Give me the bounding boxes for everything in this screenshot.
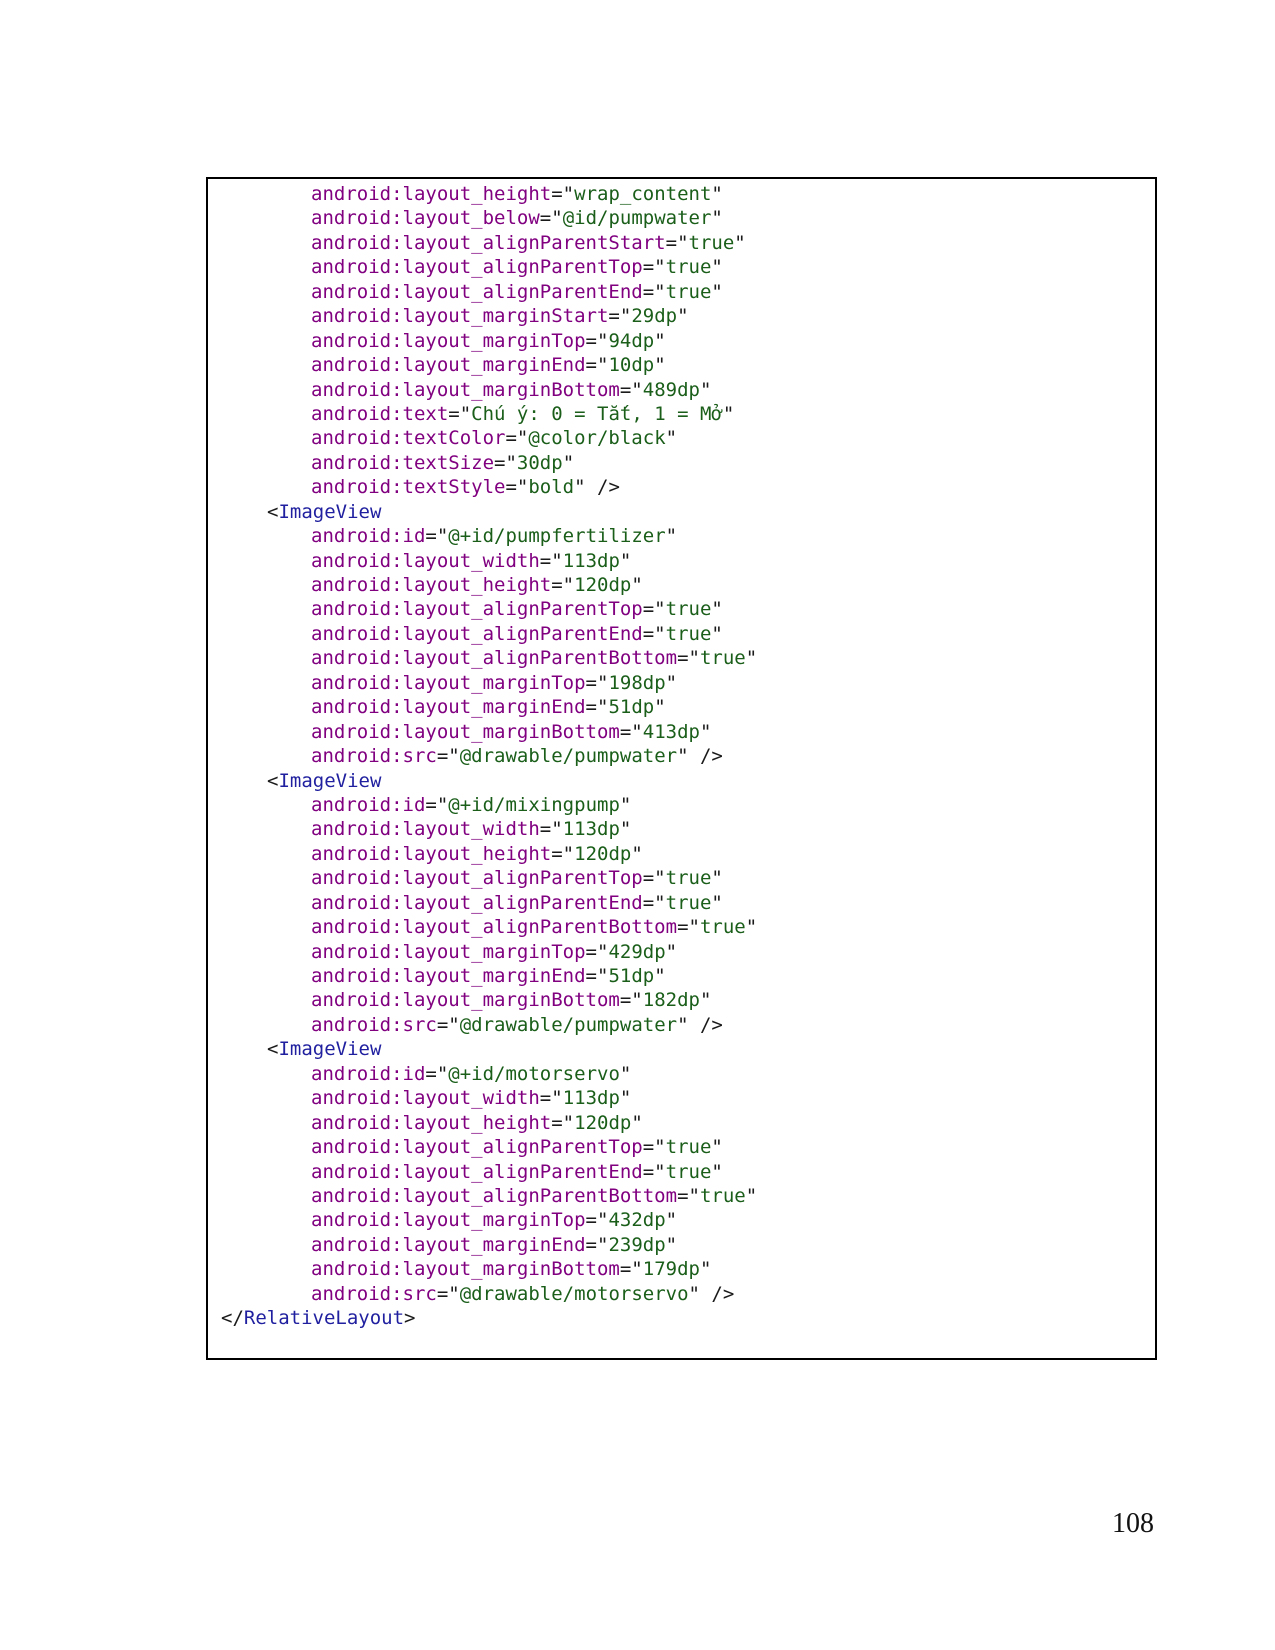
code-line [208, 1306, 1155, 1330]
code-attribute-value: 179dp [642, 1258, 700, 1281]
code-attribute-value: Chú ý: 0 = Tắt, 1 = Mở [471, 402, 723, 425]
code-attribute-name: layout_width [402, 818, 540, 841]
code-punctuation: =" [585, 965, 609, 987]
code-punctuation: " [699, 378, 712, 401]
code-attribute-value: 113dp [562, 549, 620, 572]
code-attribute-name: layout_alignParentBottom [402, 916, 678, 939]
code-line [208, 964, 1155, 988]
code-attribute-value: @+id/pumpfertilizer [448, 525, 666, 548]
code-namespace: android: [311, 622, 403, 645]
code-punctuation: =" [619, 378, 643, 401]
code-attribute-value: 30dp [516, 451, 563, 474]
code-line [208, 524, 1155, 548]
code-attribute-name: layout_marginStart [402, 305, 609, 328]
code-punctuation: < [267, 500, 279, 523]
code-punctuation: " [711, 598, 723, 621]
code-punctuation: " [699, 1258, 712, 1281]
code-namespace: android: [311, 402, 403, 425]
code-punctuation: =" [425, 793, 449, 816]
code-punctuation: =" [677, 647, 700, 670]
code-namespace: android: [311, 720, 403, 743]
code-attribute-value: true [665, 867, 712, 890]
code-punctuation: =" [436, 1282, 460, 1305]
code-punctuation: =" [619, 1258, 643, 1281]
code-attribute-value: @id/pumpwater [562, 207, 712, 230]
code-attribute-value: 10dp [608, 354, 655, 377]
code-punctuation: =" [642, 867, 666, 890]
code-punctuation: " [619, 793, 632, 816]
code-namespace: android: [311, 329, 403, 352]
code-attribute-name: layout_marginTop [402, 1209, 586, 1232]
code-namespace: android: [311, 891, 403, 914]
code-namespace: android: [311, 476, 403, 499]
code-punctuation: < [267, 1038, 279, 1061]
code-namespace: android: [311, 183, 403, 205]
code-attribute-name: layout_width [402, 549, 540, 572]
code-line [208, 1111, 1155, 1135]
code-line [208, 1282, 1155, 1306]
code-attribute-name: layout_marginBottom [402, 720, 620, 743]
code-punctuation: " [745, 1184, 758, 1207]
code-namespace: android: [311, 598, 403, 621]
code-punctuation: =" [665, 231, 689, 254]
code-line [208, 817, 1155, 841]
code-attribute-name: textStyle [402, 476, 506, 499]
code-punctuation: =" [619, 720, 643, 743]
code-attribute-value: true [688, 231, 735, 254]
code-punctuation: =" [425, 525, 449, 548]
code-punctuation: =" [677, 916, 700, 939]
code-attribute-value: 120dp [574, 842, 632, 865]
code-punctuation: =" [551, 574, 575, 596]
code-punctuation: " [619, 1087, 632, 1110]
code-punctuation: " [711, 1136, 723, 1159]
code-attribute-name: layout_alignParentBottom [402, 647, 678, 670]
code-namespace: android: [311, 671, 403, 694]
code-line [208, 353, 1155, 377]
code-attribute-value: true [699, 916, 746, 939]
code-attribute-name: layout_alignParentTop [402, 598, 643, 621]
code-line [208, 915, 1155, 939]
code-line [208, 573, 1155, 597]
code-punctuation: =" [494, 451, 517, 474]
code-punctuation: =" [642, 622, 666, 645]
code-punctuation: =" [642, 598, 666, 621]
code-attribute-name: src [402, 745, 437, 768]
code-punctuation: =" [436, 1013, 460, 1036]
code-punctuation: " [711, 1160, 723, 1183]
code-attribute-value: 120dp [574, 1111, 632, 1134]
code-punctuation: " [711, 622, 723, 645]
code-attribute-name: layout_marginEnd [402, 696, 586, 719]
code-namespace: android: [311, 231, 403, 254]
code-namespace: android: [311, 1013, 403, 1036]
code-namespace: android: [311, 647, 403, 670]
code-namespace: android: [311, 696, 403, 719]
code-attribute-value: true [665, 1136, 712, 1159]
code-namespace: android: [311, 574, 403, 596]
code-punctuation: " /> [574, 476, 620, 499]
code-punctuation: " /> [677, 745, 723, 768]
code-punctuation: " [654, 965, 666, 987]
code-namespace: android: [311, 1087, 403, 1110]
code-punctuation: " [711, 207, 723, 230]
code-attribute-name: layout_marginEnd [402, 965, 586, 987]
code-namespace: android: [311, 305, 403, 328]
code-punctuation: " [562, 451, 575, 474]
code-namespace: android: [311, 1282, 403, 1305]
code-namespace: android: [311, 280, 403, 303]
code-attribute-value: true [699, 647, 746, 670]
code-punctuation: " [665, 1209, 678, 1232]
code-line [208, 402, 1155, 426]
code-punctuation: " [722, 402, 735, 425]
code-attribute-name: layout_alignParentTop [402, 256, 643, 279]
code-punctuation: =" [642, 1160, 666, 1183]
code-punctuation: =" [642, 256, 666, 279]
code-punctuation: =" [585, 940, 609, 963]
code-attribute-value: @+id/motorservo [448, 1062, 620, 1085]
code-namespace: android: [311, 940, 403, 963]
code-attribute-value: 113dp [562, 1087, 620, 1110]
code-punctuation: " [619, 1062, 632, 1085]
code-punctuation: =" [642, 1136, 666, 1159]
code-attribute-value: 239dp [608, 1233, 666, 1256]
code-attribute-value: 198dp [608, 671, 666, 694]
code-punctuation: " [711, 280, 723, 303]
code-punctuation: </ [221, 1307, 244, 1330]
code-line [208, 280, 1155, 304]
code-attribute-value: true [665, 891, 712, 914]
code-attribute-name: layout_marginTop [402, 329, 586, 352]
code-punctuation: =" [585, 671, 609, 694]
code-tag-name: ImageView [278, 500, 382, 523]
code-punctuation: " [734, 231, 746, 254]
code-namespace: android: [311, 549, 403, 572]
code-namespace: android: [311, 354, 403, 377]
code-attribute-value: true [665, 256, 712, 279]
code-namespace: android: [311, 1062, 403, 1085]
code-punctuation: " [677, 305, 689, 328]
code-namespace: android: [311, 989, 403, 1012]
code-line [208, 1160, 1155, 1184]
code-attribute-value: @drawable/pumpwater [459, 745, 678, 768]
code-line [208, 940, 1155, 964]
code-punctuation: =" [539, 818, 563, 841]
code-namespace: android: [311, 1258, 403, 1281]
code-namespace: android: [311, 378, 403, 401]
code-attribute-name: layout_below [402, 207, 540, 230]
code-line [208, 426, 1155, 450]
code-namespace: android: [311, 916, 403, 939]
code-punctuation: =" [505, 427, 529, 450]
code-punctuation: " [665, 427, 678, 450]
code-line [208, 451, 1155, 475]
code-namespace: android: [311, 1184, 403, 1207]
code-line [208, 1037, 1155, 1061]
code-punctuation: " [665, 1233, 678, 1256]
code-punctuation: =" [585, 329, 609, 352]
code-punctuation: " [665, 525, 678, 548]
code-punctuation: " [654, 354, 666, 377]
code-tag-name: ImageView [278, 1038, 382, 1061]
code-attribute-name: layout_marginBottom [402, 989, 620, 1012]
code-attribute-name: layout_alignParentStart [402, 231, 666, 254]
code-attribute-value: 51dp [608, 965, 655, 987]
code-line [208, 793, 1155, 817]
code-line [208, 1184, 1155, 1208]
code-punctuation: =" [425, 1062, 449, 1085]
code-attribute-name: layout_marginTop [402, 671, 586, 694]
code-namespace: android: [311, 427, 403, 450]
code-attribute-name: layout_alignParentEnd [402, 280, 643, 303]
code-listing [206, 177, 1157, 1360]
code-punctuation: =" [436, 745, 460, 768]
code-punctuation: =" [608, 305, 632, 328]
code-line [208, 1208, 1155, 1232]
code-line [208, 500, 1155, 524]
code-namespace: android: [311, 1233, 403, 1256]
code-attribute-name: src [402, 1282, 437, 1305]
code-punctuation: < [267, 769, 279, 792]
code-line [208, 1013, 1155, 1037]
code-namespace: android: [311, 1136, 403, 1159]
code-attribute-name: textSize [402, 451, 495, 474]
code-attribute-value: @+id/mixingpump [448, 793, 620, 816]
code-punctuation: " [631, 574, 643, 596]
code-line [208, 1086, 1155, 1110]
code-line [208, 549, 1155, 573]
code-punctuation: =" [585, 354, 609, 377]
code-line [208, 1233, 1155, 1257]
code-namespace: android: [311, 793, 403, 816]
code-line [208, 304, 1155, 328]
code-attribute-value: true [665, 1160, 712, 1183]
code-punctuation: " [619, 818, 632, 841]
code-attribute-name: layout_marginTop [402, 940, 586, 963]
code-punctuation: " [699, 989, 712, 1012]
code-attribute-name: layout_marginBottom [402, 1258, 620, 1281]
code-punctuation: =" [539, 1087, 563, 1110]
code-attribute-value: 113dp [562, 818, 620, 841]
code-attribute-value: true [665, 280, 712, 303]
code-punctuation: =" [551, 1111, 575, 1134]
code-namespace: android: [311, 965, 403, 987]
code-punctuation: " [654, 329, 666, 352]
code-line [208, 842, 1155, 866]
code-attribute-value: 29dp [631, 305, 678, 328]
code-namespace: android: [311, 818, 403, 841]
code-punctuation: > [404, 1307, 416, 1330]
code-punctuation: " [745, 916, 758, 939]
code-attribute-name: layout_alignParentEnd [402, 622, 643, 645]
code-attribute-name: layout_alignParentEnd [402, 1160, 643, 1183]
code-attribute-name: layout_alignParentTop [402, 1136, 643, 1159]
code-punctuation: " [665, 671, 678, 694]
code-punctuation: =" [448, 402, 472, 425]
code-punctuation: =" [539, 549, 563, 572]
code-punctuation: " [665, 940, 678, 963]
code-tag-name: ImageView [278, 769, 382, 792]
code-punctuation: " [711, 256, 723, 279]
code-attribute-value: true [665, 622, 712, 645]
code-attribute-name: layout_height [402, 183, 552, 205]
code-attribute-value: 489dp [642, 378, 700, 401]
code-namespace: android: [311, 1111, 403, 1134]
code-attribute-value: 120dp [574, 574, 632, 596]
code-line [208, 475, 1155, 499]
code-line [208, 255, 1155, 279]
code-namespace: android: [311, 207, 403, 230]
code-attribute-value: true [699, 1184, 746, 1207]
code-tag-name: RelativeLayout [243, 1307, 405, 1330]
code-line [208, 1135, 1155, 1159]
code-attribute-value: wrap_content [574, 183, 712, 205]
code-punctuation: =" [585, 1209, 609, 1232]
code-punctuation: =" [551, 183, 575, 205]
code-punctuation: " [631, 842, 643, 865]
code-attribute-value: @color/black [528, 427, 666, 450]
code-punctuation: " [699, 720, 712, 743]
code-namespace: android: [311, 525, 403, 548]
code-namespace: android: [311, 1209, 403, 1232]
code-line [208, 231, 1155, 255]
code-line [208, 671, 1155, 695]
code-attribute-name: layout_marginBottom [402, 378, 620, 401]
code-attribute-value: 182dp [642, 989, 700, 1012]
code-punctuation: =" [551, 842, 575, 865]
code-attribute-name: src [402, 1013, 437, 1036]
code-punctuation: " [745, 647, 758, 670]
code-namespace: android: [311, 451, 403, 474]
code-punctuation: =" [642, 280, 666, 303]
code-attribute-name: layout_alignParentEnd [402, 891, 643, 914]
code-attribute-value: 432dp [608, 1209, 666, 1232]
code-punctuation: =" [539, 207, 563, 230]
code-punctuation: " [631, 1111, 643, 1134]
code-line [208, 695, 1155, 719]
code-line [208, 1062, 1155, 1086]
code-line [208, 988, 1155, 1012]
code-punctuation: " [711, 891, 723, 914]
code-line [208, 891, 1155, 915]
code-namespace: android: [311, 1160, 403, 1183]
code-punctuation: " /> [688, 1282, 735, 1305]
code-namespace: android: [311, 867, 403, 890]
code-attribute-name: id [402, 1062, 426, 1085]
code-line [208, 720, 1155, 744]
code-attribute-name: layout_height [402, 574, 552, 596]
code-attribute-value: bold [528, 476, 575, 499]
code-attribute-name: layout_alignParentTop [402, 867, 643, 890]
code-line [208, 1257, 1155, 1281]
code-punctuation: " [711, 867, 723, 890]
code-punctuation: =" [585, 696, 609, 719]
code-attribute-value: @drawable/pumpwater [459, 1013, 678, 1036]
code-attribute-value: true [665, 598, 712, 621]
code-line [208, 597, 1155, 621]
code-namespace: android: [311, 256, 403, 279]
code-attribute-name: id [402, 793, 426, 816]
code-line [208, 769, 1155, 793]
code-punctuation: " [619, 549, 632, 572]
code-line [208, 182, 1155, 206]
code-attribute-value: 94dp [608, 329, 655, 352]
code-punctuation: " [711, 183, 723, 205]
page-number: 108 [1112, 1508, 1154, 1539]
code-attribute-value: 51dp [608, 696, 655, 719]
code-attribute-name: id [402, 525, 426, 548]
code-line [208, 866, 1155, 890]
code-line [208, 744, 1155, 768]
code-punctuation: =" [505, 476, 529, 499]
code-line [208, 646, 1155, 670]
code-punctuation: =" [585, 1233, 609, 1256]
code-punctuation: " [654, 696, 666, 719]
code-attribute-name: layout_height [402, 1111, 552, 1134]
code-attribute-value: @drawable/motorservo [459, 1282, 689, 1305]
code-attribute-value: 429dp [608, 940, 666, 963]
code-attribute-name: text [402, 402, 449, 425]
code-attribute-name: layout_alignParentBottom [402, 1184, 678, 1207]
code-attribute-name: layout_height [402, 842, 552, 865]
code-namespace: android: [311, 842, 403, 865]
code-punctuation: =" [677, 1184, 700, 1207]
code-line [208, 378, 1155, 402]
code-punctuation: =" [619, 989, 643, 1012]
code-attribute-name: layout_width [402, 1087, 540, 1110]
code-line [208, 622, 1155, 646]
code-line [208, 329, 1155, 353]
code-attribute-name: layout_marginEnd [402, 354, 586, 377]
code-attribute-value: 413dp [642, 720, 700, 743]
code-attribute-name: textColor [402, 427, 506, 450]
code-punctuation: " /> [677, 1013, 723, 1036]
code-attribute-name: layout_marginEnd [402, 1233, 586, 1256]
code-punctuation: =" [642, 891, 666, 914]
code-namespace: android: [311, 745, 403, 768]
code-line [208, 206, 1155, 230]
